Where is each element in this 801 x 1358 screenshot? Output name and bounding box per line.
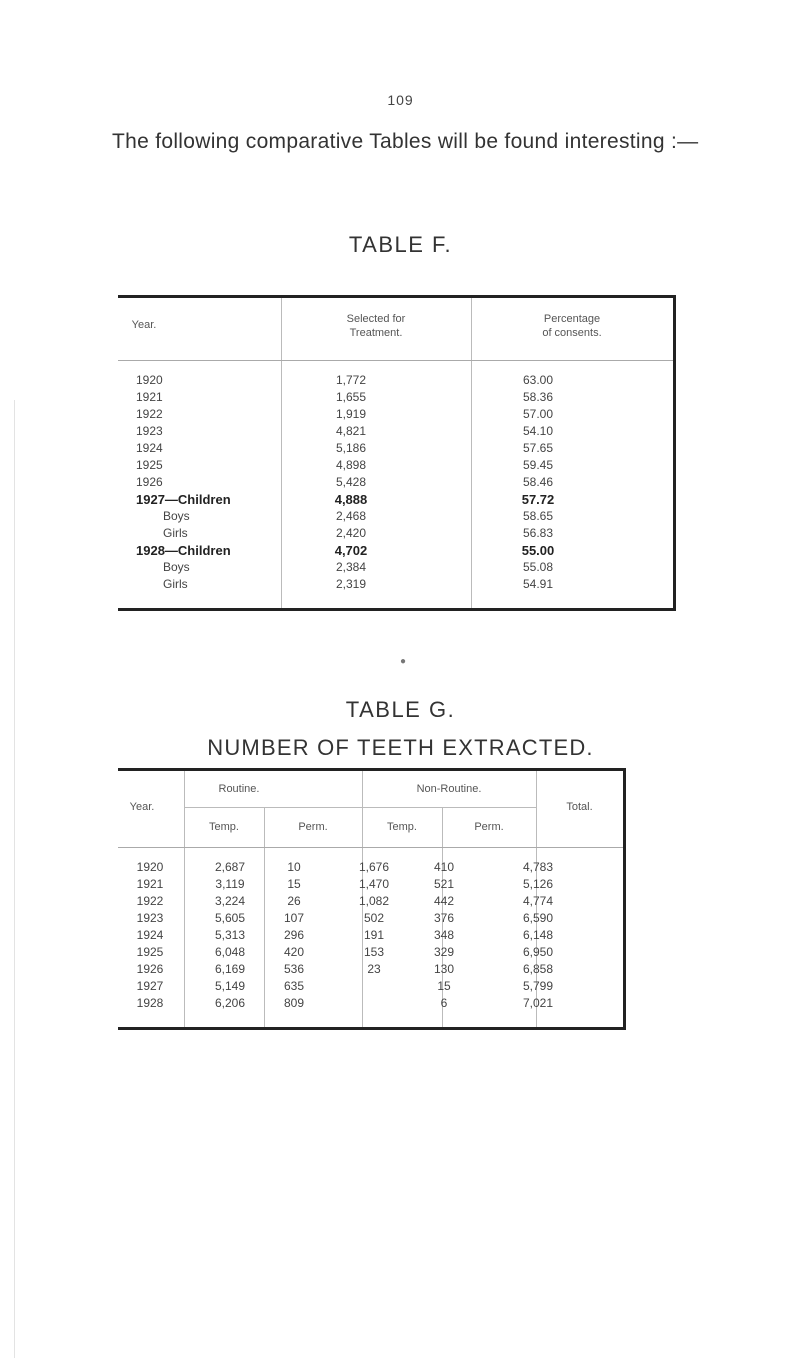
cell-selected: 4,898 [335, 458, 367, 472]
header-year: Year. [129, 801, 155, 813]
table-g-subtitle: NUMBER OF TEETH EXTRACTED. [207, 735, 594, 760]
cell-year: Girls [163, 526, 188, 540]
cell-year: 1926 [136, 475, 163, 489]
table-row [118, 543, 673, 560]
cell-selected: 2,384 [335, 560, 367, 574]
header-total: Total. [566, 801, 593, 813]
cell-selected: 1,772 [335, 373, 367, 387]
cell-year: 1928 [136, 996, 164, 1010]
cell-total: 6,148 [522, 928, 554, 942]
table-f-header [118, 298, 673, 361]
table-row [118, 373, 673, 390]
cell-percentage: 56.83 [522, 526, 554, 540]
table-row [118, 945, 623, 962]
table-row [118, 526, 673, 543]
table-f [118, 295, 676, 611]
page-edge-shadow [14, 400, 15, 1358]
cell-year: 1925 [136, 945, 164, 959]
cell-year: 1923 [136, 911, 164, 925]
header-split-line [184, 807, 536, 808]
cell-percentage: 58.36 [522, 390, 554, 404]
table-g-title: TABLE G. [345, 697, 456, 722]
cell-year: 1920 [136, 860, 164, 874]
cell-nonroutine-temp: 191 [363, 928, 385, 942]
cell-year: 1927 [136, 979, 164, 993]
cell-total: 6,858 [522, 962, 554, 976]
header-routine-perm: Perm. [298, 821, 328, 833]
cell-percentage: 58.65 [522, 509, 554, 523]
cell-nonroutine-perm: 442 [433, 894, 455, 908]
cell-year: 1921 [136, 390, 163, 404]
cell-year: Boys [163, 560, 190, 574]
cell-nonroutine-temp: 23 [367, 962, 381, 976]
table-row [118, 877, 623, 894]
cell-selected: 5,428 [335, 475, 367, 489]
cell-total: 4,783 [522, 860, 554, 874]
cell-selected: 2,468 [335, 509, 367, 523]
intro-text: The following comparative Tables will be found interesting :— [112, 130, 699, 153]
table-g-header [118, 771, 623, 848]
cell-total: 5,799 [522, 979, 554, 993]
header-selected: Selected for Treatment. [346, 313, 406, 339]
cell-nonroutine-perm: 130 [433, 962, 455, 976]
cell-nonroutine-perm: 376 [433, 911, 455, 925]
cell-percentage: 57.72 [521, 492, 555, 507]
cell-nonroutine-perm: 348 [433, 928, 455, 942]
cell-routine-temp: 5,149 [214, 979, 246, 993]
cell-percentage: 54.10 [522, 424, 554, 438]
cell-routine-perm: 420 [283, 945, 305, 959]
cell-percentage: 58.46 [522, 475, 554, 489]
table-g [118, 768, 626, 1030]
table-row [118, 894, 623, 911]
cell-year: 1924 [136, 928, 164, 942]
header-percentage: Percentage of consents. [542, 313, 602, 339]
cell-year: 1926 [136, 962, 164, 976]
table-row [118, 911, 623, 928]
table-row [118, 577, 673, 594]
cell-nonroutine-perm: 329 [433, 945, 455, 959]
cell-percentage: 59.45 [522, 458, 554, 472]
cell-percentage: 55.00 [521, 543, 555, 558]
cell-nonroutine-perm: 6 [440, 996, 448, 1010]
table-row [118, 509, 673, 526]
cell-year: 1920 [136, 373, 163, 387]
table-row [118, 962, 623, 979]
header-routine: Routine. [218, 783, 260, 795]
cell-year: 1924 [136, 441, 163, 455]
cell-total: 5,126 [522, 877, 554, 891]
header-nonroutine-perm: Perm. [474, 821, 504, 833]
cell-selected: 1,655 [335, 390, 367, 404]
cell-routine-temp: 6,169 [214, 962, 246, 976]
cell-routine-temp: 3,119 [215, 877, 245, 891]
cell-percentage: 57.65 [522, 441, 554, 455]
cell-percentage: 57.00 [522, 407, 554, 421]
table-g-body [118, 848, 623, 1027]
cell-routine-perm: 809 [283, 996, 305, 1010]
cell-routine-perm: 296 [283, 928, 305, 942]
cell-percentage: 55.08 [522, 560, 554, 574]
cell-selected: 2,319 [335, 577, 367, 591]
table-row [118, 407, 673, 424]
cell-total: 6,590 [522, 911, 554, 925]
cell-year: 1922 [136, 894, 164, 908]
cell-routine-perm: 26 [287, 894, 301, 908]
table-row [118, 458, 673, 475]
cell-routine-perm: 10 [287, 860, 301, 874]
table-row [118, 390, 673, 407]
cell-total: 4,774 [522, 894, 554, 908]
cell-nonroutine-temp: 1,470 [358, 877, 390, 891]
cell-nonroutine-temp: 153 [363, 945, 385, 959]
cell-routine-perm: 15 [287, 877, 301, 891]
table-row [118, 996, 623, 1013]
cell-selected: 2,420 [335, 526, 367, 540]
cell-routine-temp: 2,687 [214, 860, 246, 874]
cell-selected: 5,186 [335, 441, 367, 455]
cell-selected: 4,702 [334, 543, 368, 558]
cell-total: 6,950 [522, 945, 554, 959]
table-row [118, 475, 673, 492]
header-routine-temp: Temp. [209, 821, 239, 833]
cell-year: 1923 [136, 424, 163, 438]
table-f-body [118, 361, 673, 608]
header-year: Year. [131, 319, 157, 331]
cell-selected: 1,919 [335, 407, 367, 421]
table-row [118, 560, 673, 577]
cell-year: 1921 [136, 877, 164, 891]
page-number: 109 [387, 92, 414, 108]
cell-selected: 4,888 [334, 492, 368, 507]
cell-year: Girls [163, 577, 188, 591]
table-f-title: TABLE F. [348, 232, 453, 257]
cell-year: 1922 [136, 407, 163, 421]
cell-percentage: 63.00 [522, 373, 554, 387]
table-row [118, 979, 623, 996]
cell-routine-temp: 3,224 [214, 894, 246, 908]
table-row [118, 860, 623, 877]
cell-routine-perm: 107 [283, 911, 305, 925]
table-row [118, 492, 673, 509]
cell-year: 1928—Children [136, 543, 231, 558]
cell-routine-perm: 635 [283, 979, 305, 993]
table-row [118, 441, 673, 458]
cell-selected: 4,821 [335, 424, 367, 438]
cell-routine-temp: 6,048 [214, 945, 246, 959]
cell-percentage: 54.91 [522, 577, 554, 591]
table-row [118, 928, 623, 945]
cell-year: Boys [163, 509, 190, 523]
cell-year: 1925 [136, 458, 163, 472]
cell-nonroutine-perm: 15 [437, 979, 451, 993]
cell-routine-perm: 536 [283, 962, 305, 976]
cell-nonroutine-perm: 521 [433, 877, 455, 891]
cell-routine-temp: 5,605 [214, 911, 246, 925]
header-nonroutine-temp: Temp. [387, 821, 417, 833]
cell-nonroutine-temp: 502 [363, 911, 385, 925]
cell-nonroutine-temp: 1,082 [358, 894, 390, 908]
cell-nonroutine-perm: 410 [433, 860, 455, 874]
cell-nonroutine-temp: 1,676 [358, 860, 390, 874]
cell-year: 1927—Children [136, 492, 231, 507]
cell-routine-temp: 5,313 [214, 928, 246, 942]
cell-routine-temp: 6,206 [214, 996, 246, 1010]
table-row [118, 424, 673, 441]
stray-mark: ● [400, 656, 407, 667]
cell-total: 7,021 [522, 996, 554, 1010]
header-non-routine: Non-Routine. [416, 783, 482, 795]
